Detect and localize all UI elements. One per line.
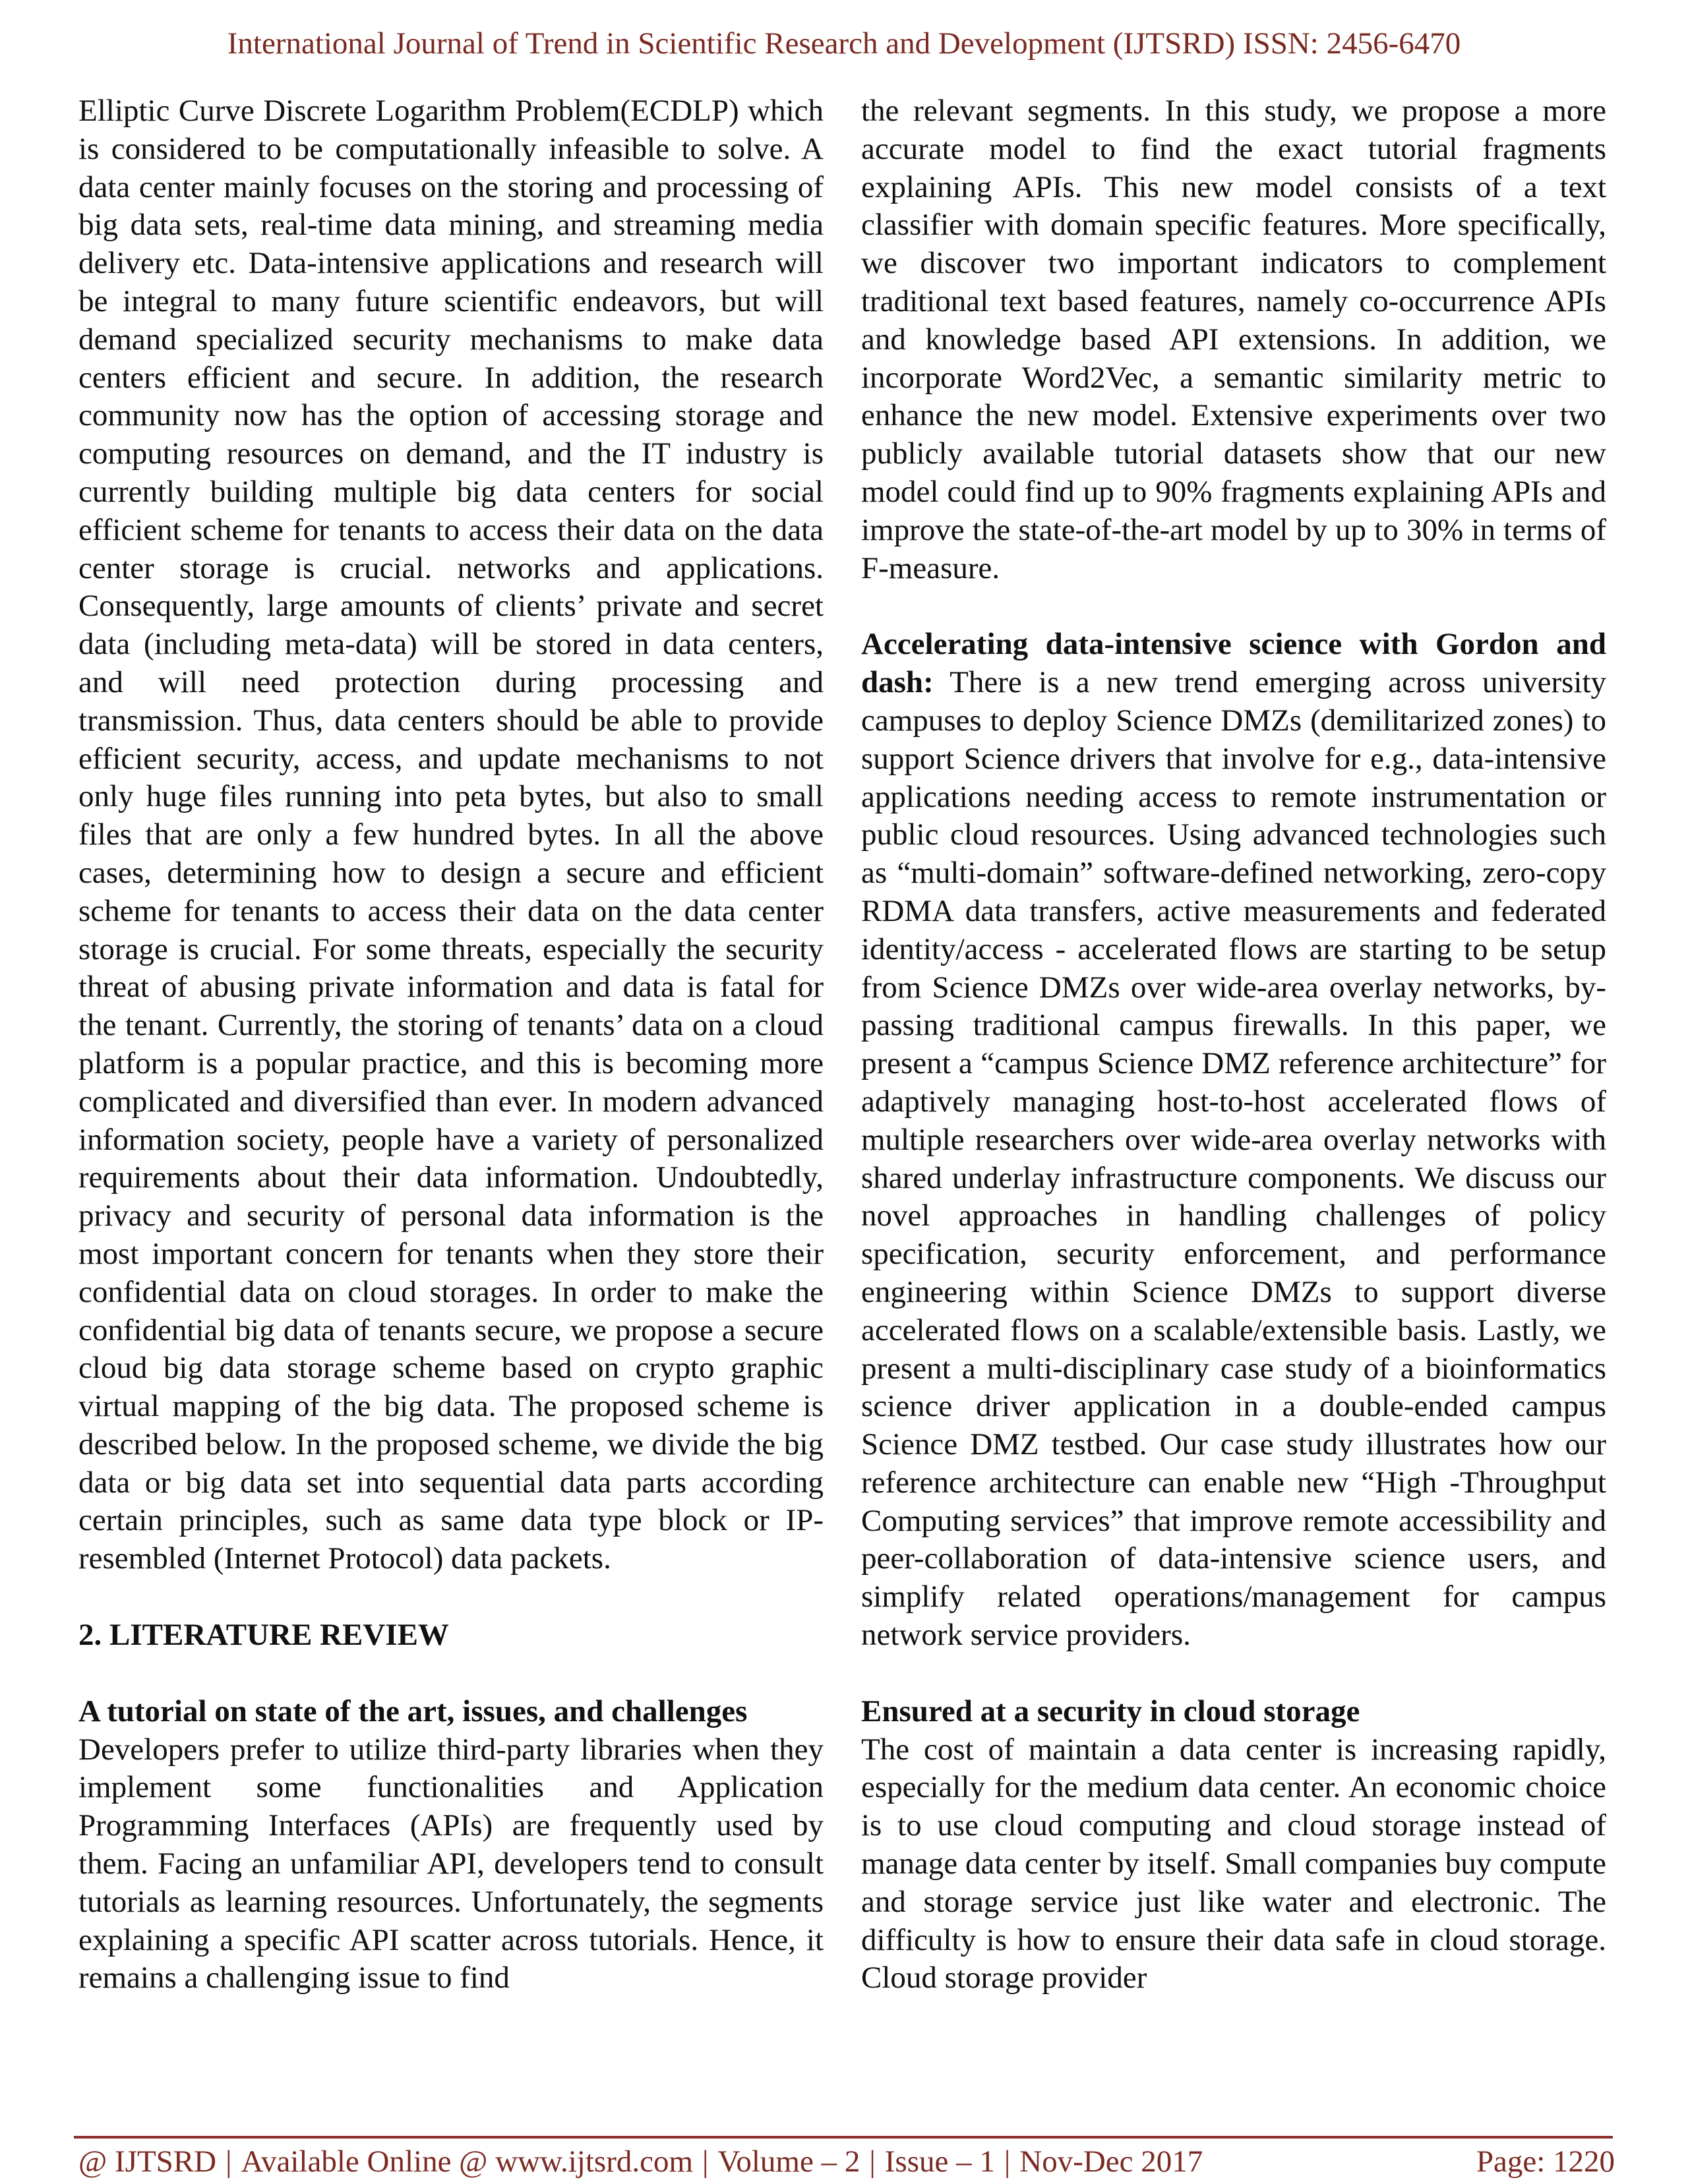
footer-separator: | xyxy=(1004,2144,1011,2179)
left-column xyxy=(78,92,824,1997)
footer-separator: | xyxy=(702,2144,709,2179)
ensured-heading: Ensured at a security in cloud storage xyxy=(861,1694,1360,1728)
section-heading: 2. LITERATURE REVIEW xyxy=(78,1618,449,1653)
gordon-heading: Accelerating data-intensive science with Gordon and dash: xyxy=(861,627,1606,700)
intro-paragraph: Elliptic Curve Discrete Logarithm Problem(ECDLP) which is considered to be computationally infeasible to solve. A data center mainly focuses on the storing and processing of big data sets, real-time data mining, and streaming media delivery etc. Data-intensive applications and research will be integral to many future scientific endeavors, but will demand specialized security mechanisms to make data centers efficient and secure. In addition, the research community now has the option of accessing storage and computing resources on demand, and the IT industry is currently building multiple big data centers for social efficient scheme for tenants to access their data on the data center storage is crucial. networks and applications. Consequently, large amounts of clients’ private and secret data (including meta-data) will be stored in data centers, and will need protection during processing and transmission. Thus, data centers should be able to provide efficient security, access, and update mechanisms to not only huge files running into peta bytes, but also to small files that are only a few hundred bytes. In all the above cases, determining how to design a secure and efficient scheme for tenants to access their data on the data center storage is crucial. For some threats, especially the security threat of abusing private information and data is fatal for the tenant. Currently, the storing of tenants’ data on a cloud platform is a popular practice, and this is becoming more complicated and diversified than ever. In modern advanced information society, people have a variety of personalized requirements about their data information. Undoubtedly, privacy and security of personal data information is the most important concern for tenants when they store their confidential data on cloud storages. In order to make the confidential big data of tenants secure, we propose a secure cloud big data storage scheme based on crypto graphic virtual mapping of the big data. The proposed scheme is described below. In the proposed scheme, we divide the big data or big data set into sequential data parts according certain principles, such as same data type block or IP-resembled (Internet Protocol) data packets. xyxy=(78,94,824,1576)
gordon-paragraph xyxy=(861,626,1606,1655)
footer-issue: Issue – 1 xyxy=(884,2144,995,2179)
footer-date: Nov-Dec 2017 xyxy=(1019,2144,1203,2179)
tutorial-paragraph: Developers prefer to utilize third-party libraries when they implement some functionalities and Application Programming Interfaces (APIs) are frequently used by them. Facing an unfamiliar API, developers tend to consult tutorials as learning resources. Unfortunately, the segments explaining a specific API scatter across tutorials. Hence, it remains a challenging issue to find xyxy=(78,1732,824,1995)
footer-rule xyxy=(74,2136,1613,2139)
footer-publisher: @ IJTSRD xyxy=(78,2144,217,2179)
footer-separator: | xyxy=(869,2144,876,2179)
ensured-paragraph: The cost of maintain a data center is increasing rapidly, especially for the medium data center. An economic choice is to use cloud computing and cloud storage instead of manage data center by itself. Small companies buy compute and storage service just like water and electronic. The difficulty is how to ensure their data safe in cloud storage. Cloud storage provider xyxy=(861,1732,1606,1995)
footer-volume: Volume – 2 xyxy=(717,2144,860,2179)
footer-separator: | xyxy=(226,2144,232,2179)
tutorial-heading: A tutorial on state of the art, issues, and challenges xyxy=(78,1694,748,1728)
gordon-text: There is a new trend emerging across university campuses to deploy Science DMZs (demilitarized zones) to support Science drivers that involve for e.g., data-intensive applications needing access to remote instrumentation or public cloud resources. Using advanced technologies such as “multi-domain” software-defined networking, zero-copy RDMA data transfers, active measurements and federated identity/access - accelerated flows are starting to be setup from Science DMZs over wide-area overlay networks, by-passing traditional campus firewalls. In this paper, we present a “campus Science DMZ reference architecture” for adaptively managing host-to-host accelerated flows of multiple researchers over wide-area overlay networks with shared underlay infrastructure components. We discuss our novel approaches in handling challenges of policy specification, security enforcement, and performance engineering within Science DMZs to support diverse accelerated flows on a scalable/extensible basis. Lastly, we present a multi-disciplinary case study of a bioinformatics science driver application in a double-ended campus Science DMZ testbed. Our case study illustrates how our reference architecture can enable new “High -Throughput Computing services” that improve remote accessibility and peer-collaboration of data-intensive science users, and simplify related operations/management for campus network service providers. xyxy=(861,665,1606,1653)
footer-page: Page: 1220 xyxy=(1476,2144,1615,2179)
page-footer xyxy=(78,2142,1615,2181)
right-column xyxy=(861,92,1606,1997)
running-header: International Journal of Trend in Scientific Research and Development (IJTSRD) ISSN: 2456-6470 xyxy=(227,26,1461,61)
continuation-paragraph: the relevant segments. In this study, we propose a more accurate model to find the exact tutorial fragments explaining APIs. This new model consists of a text classifier with domain specific features. More specifically, we discover two important indicators to complement traditional text based features, namely co-occurrence APIs and knowledge based API extensions. In addition, we incorporate Word2Vec, a semantic similarity metric to enhance the new model. Extensive experiments over two publicly available tutorial datasets show that our new model could find up to 90% fragments explaining APIs and improve the state-of-the-art model by up to 30% in terms of F-measure. xyxy=(861,94,1606,585)
footer-left xyxy=(78,2142,1203,2181)
footer-available: Available Online @ www.ijtsrd.com xyxy=(241,2144,694,2179)
